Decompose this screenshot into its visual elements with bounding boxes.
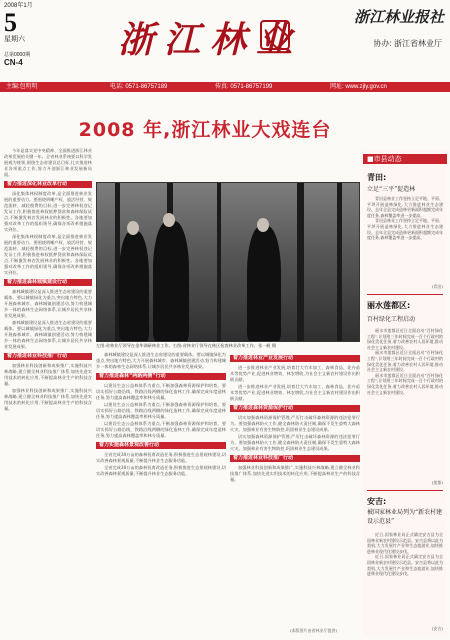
section-heading: 着力推进深化林业改革行动: [4, 181, 92, 188]
intro-paragraph: 今年是落实党中央精神、全面推进浙江林业改革发展的关键一年。全省林业系统要以科学发展观为统领,围绕生态省建设总目标,扎实推进林业各项重点工作,努力开创浙江林业发展新局面。: [4, 148, 92, 177]
sidebar-item-paragraph: 丽水市莲都区近日全面启动“百村绿化工程”,计划用三年时间完成一百个行政村的绿化美化任务,着力改善农村人居环境,推动社会主义新农村建设。: [367, 350, 443, 373]
section-text: 森林城镇建设是深入推进生态省建设的重要载体。要以城镇绿化为重点,突出地方特色,大力开展森林城市、森林城镇创建活动,努力构建城乡一体的森林生态网络体系,让城乡居民共享林业发展成果。: [4, 320, 92, 349]
section-heading: 着力推进森林“两路两侧”行动: [96, 373, 226, 380]
page-headline: 2008 年,浙江林业大戏连台: [78, 119, 332, 141]
sidebar-item-author: (青田): [431, 284, 443, 289]
section-text: 全省完成38万亩的森林抚育改造任务,积极推进生态景观林建设,切实改善森林景观质量,不断提升林业生态服务功能。: [96, 452, 226, 463]
photo-caption: 左图:省林业厅领导在金华调研林业工作。右图:省林业厅领导在林区检查林业改革工作。张一帆 摄: [96, 343, 277, 348]
person-face: [163, 213, 175, 227]
section-heading: 着力实施森林景观改善行动: [96, 442, 226, 449]
section-text: 切实加强森林资源保护管理,严厉打击破坏森林资源的违法犯罪行为。要加强森林防火工作,健全森林防火责任制,确保不发生重特大森林火灾。加强林业有害生物防控,巩固林业生态建设成果。: [230, 415, 360, 432]
section-text: 深化集体林权制度改革,是全面推进林业发展的重要动力。要围绕明晰产权、放活经营、规范流转、减轻税费的目标,进一步完善林权登记发证工作,积极推进林权抵押贷款和森林保险试点,不断激发林农发展林业的积极性。各地要加强对改革工作的组织领导,确保各项改革措施落实到位。: [4, 191, 92, 232]
issue-info: [4, 52, 30, 66]
weekday: 星期六: [4, 36, 25, 43]
day-number: 5: [4, 8, 17, 37]
section-text: 深化集体林权制度改革,是全面推进林业发展的重要动力。要围绕明晰产权、放活经营、规范流转、减轻税费的目标,进一步完善林权登记发证工作,积极推进林权抵押贷款和森林保险试点,不断激发林农发展林业的积极性。各地要加强对改革工作的组织领导,确保各项改革措施落实到位。: [4, 234, 92, 275]
sidebar-item-place: 丽水莲都区:: [367, 301, 411, 310]
person-figure: [247, 226, 281, 341]
sidebar-item-text: [367, 328, 443, 478]
sidebar-item-author: (莲都): [431, 480, 443, 485]
sidebar-item-paragraph: 青田县林业工作坚持立足平地、平原、平坝开展造林绿化,大力推进林业生态建设。去年全县完成造林更新面积超额完成年度任务,森林覆盖率进一步提高。: [367, 218, 443, 241]
section-heading: 着力推进森林城镇建设行动: [4, 279, 92, 286]
sidebar-item-text: [367, 532, 443, 626]
tree-trunk: [337, 183, 342, 342]
date-box: [4, 3, 44, 43]
person-figure: [153, 221, 189, 341]
section-text: 加强林业科技创新和成果推广,实施科技兴林战略,建立健全林业科技推广体系,加快先进实用技术的转化应用,不断提高林业生产的科技含量。: [230, 465, 360, 482]
sidebar-item-paragraph: 青田县林业工作坚持立足平地、平原、平坝开展造林绿化,大力推进林业生态建设。去年全县完成造林更新面积超额完成年度任务,森林覆盖率进一步提高。: [367, 196, 443, 218]
sidebar-item-text: [367, 196, 443, 282]
section-heading: 着力推进林业产业发展行动: [230, 355, 360, 362]
section-text: 切实加强森林资源保护管理,严厉打击破坏森林资源的违法犯罪行为。要加强森林防火工作,健全森林防火责任制,确保不发生重特大森林火灾。加强林业有害生物防控,巩固林业生态建设成果。: [230, 434, 360, 451]
sidebar-item-subtitle: 立足“三平”促造林: [367, 186, 416, 193]
masthead: [0, 0, 450, 82]
section-text: 森林城镇建设是深入推进生态省建设的重要载体。要以城镇绿化为重点,突出地方特色,大力开展森林城市、森林城镇创建活动,努力构建城乡一体的森林生态网络体系,让城乡居民共享林业发展成果。: [4, 289, 92, 318]
section-text: 以建设生态公益林体系为重点,不断加强森林资源保护和培育。要切实抓好公路沿线、铁路沿线两侧的绿化造林工作,确保完成年度造林任务,努力提高森林覆盖率和林分质量。: [96, 383, 226, 400]
date-line: 2008年1月: [4, 3, 33, 9]
editor-label: 主编:包明明: [6, 84, 38, 90]
section-text: 以建设生态公益林体系为重点,不断加强森林资源保护和培育。要切实抓好公路沿线、铁路沿线两侧的绿化造林工作,确保完成年度造林任务,努力提高森林覆盖率和林分质量。: [96, 402, 226, 419]
section-heading: 着力推进林业科技推广行动: [230, 455, 360, 462]
publisher-name: 浙江林业报社: [353, 8, 444, 26]
section-text: 森林城镇建设是深入推进生态省建设的重要载体。要以城镇绿化为重点,突出地方特色,大力开展森林城市、森林城镇创建活动,努力构建城乡一体的森林生态网络体系,让城乡居民共享林业发展成果。: [96, 352, 226, 369]
person-face: [127, 221, 139, 235]
section-text: 进一步推进林业产业发展,培育壮大竹木加工、森林食品、花卉苗木等优势产业,促进林业增效、林农增收,为社会主义新农村建设作出积极贡献。: [230, 365, 360, 382]
person-figure: [119, 231, 149, 341]
tree-trunk: [217, 183, 221, 342]
sidebar-news: [363, 150, 447, 636]
sidebar-title: ■市县动态: [363, 154, 447, 164]
article-column-right: [230, 352, 360, 626]
sidebar-item-place: 青田:: [367, 173, 387, 182]
paper-title: 浙江林业: [118, 19, 303, 61]
section-text: 全省完成38万亩的森林抚育改造任务,积极推进生态景观林建设,切实改善森林景观质量,不断提升林业生态服务功能。: [96, 465, 226, 476]
section-text: 进一步推进林业产业发展,培育壮大竹木加工、森林食品、花卉苗木等优势产业,促进林业增效、林农增收,为社会主义新农村建设作出积极贡献。: [230, 384, 360, 401]
sidebar-divider: [367, 490, 443, 491]
sidebar-item-paragraph: 近日,国家林业局正式确定安吉县为全国林业新农村建设示范县。安吉县将以此为契机,大力发展竹产业和生态旅游业,加快推进林业现代化建设步伐。: [367, 532, 443, 554]
person-face: [257, 218, 269, 232]
issue-code: CN-4: [4, 58, 23, 67]
sidebar-item-place: 安吉:: [367, 497, 387, 506]
fax-number: 传真: 0571-86757199: [215, 84, 273, 90]
article-column-middle: [96, 352, 226, 626]
sidebar-item-paragraph: 丽水市莲都区近日全面启动“百村绿化工程”,计划用三年时间完成一百个行政村的绿化美化任务,着力改善农村人居环境,推动社会主义新农村建设。: [367, 328, 443, 350]
section-heading: 着力推进林业科技推广行动: [4, 353, 92, 360]
sidebar-item-paragraph: 近日,国家林业局正式确定安吉县为全国林业新农村建设示范县。安吉县将以此为契机,大力发展竹产业和生态旅游业,加快推进林业现代化建设步伐。: [367, 554, 443, 577]
continued-note: (本版图片由省林业厅提供): [290, 628, 338, 633]
website-link[interactable]: 网址: www.zjly.gov.cn: [330, 84, 387, 90]
section-heading: 着力推进森林资源保护行动: [230, 405, 360, 412]
article-column-left: [4, 148, 92, 634]
sidebar-item-paragraph: 丽水市莲都区近日全面启动“百村绿化工程”,计划用三年时间完成一百个行政村的绿化美化任务,着力改善农村人居环境,推动社会主义新农村建设。: [367, 372, 443, 395]
section-text: 以建设生态公益林体系为重点,不断加强森林资源保护和培育。要切实抓好公路沿线、铁路沿线两侧的绿化造林工作,确保完成年度造林任务,努力提高森林覆盖率和林分质量。: [96, 421, 226, 438]
sidebar-item-author: (安吉): [431, 626, 443, 631]
news-photo: [96, 182, 360, 342]
seal-logo-icon: [260, 20, 290, 50]
section-text: 加强林业科技创新和成果推广,实施科技兴林战略,建立健全林业科技推广体系,加快先进实用技术的转化应用,不断提高林业生产的科技含量。: [4, 388, 92, 411]
info-bar: [0, 82, 450, 92]
co-organizer: 协办: 浙江省林业厅: [373, 39, 442, 48]
sidebar-item-subtitle: 被国家林业局列为“新农村建设示范县”: [367, 509, 443, 525]
sidebar-divider: [367, 294, 443, 295]
phone-number: 电话: 0571-86757189: [110, 84, 168, 90]
sidebar-item-subtitle: 百村绿化工程启动: [367, 316, 416, 323]
tree-trunk: [297, 183, 304, 342]
section-text: 加强林业科技创新和成果推广,实施科技兴林战略,建立健全林业科技推广体系,加快先进实用技术的转化应用,不断提高林业生产的科技含量。: [4, 363, 92, 386]
issue-line: 总第0000期: [4, 52, 31, 58]
